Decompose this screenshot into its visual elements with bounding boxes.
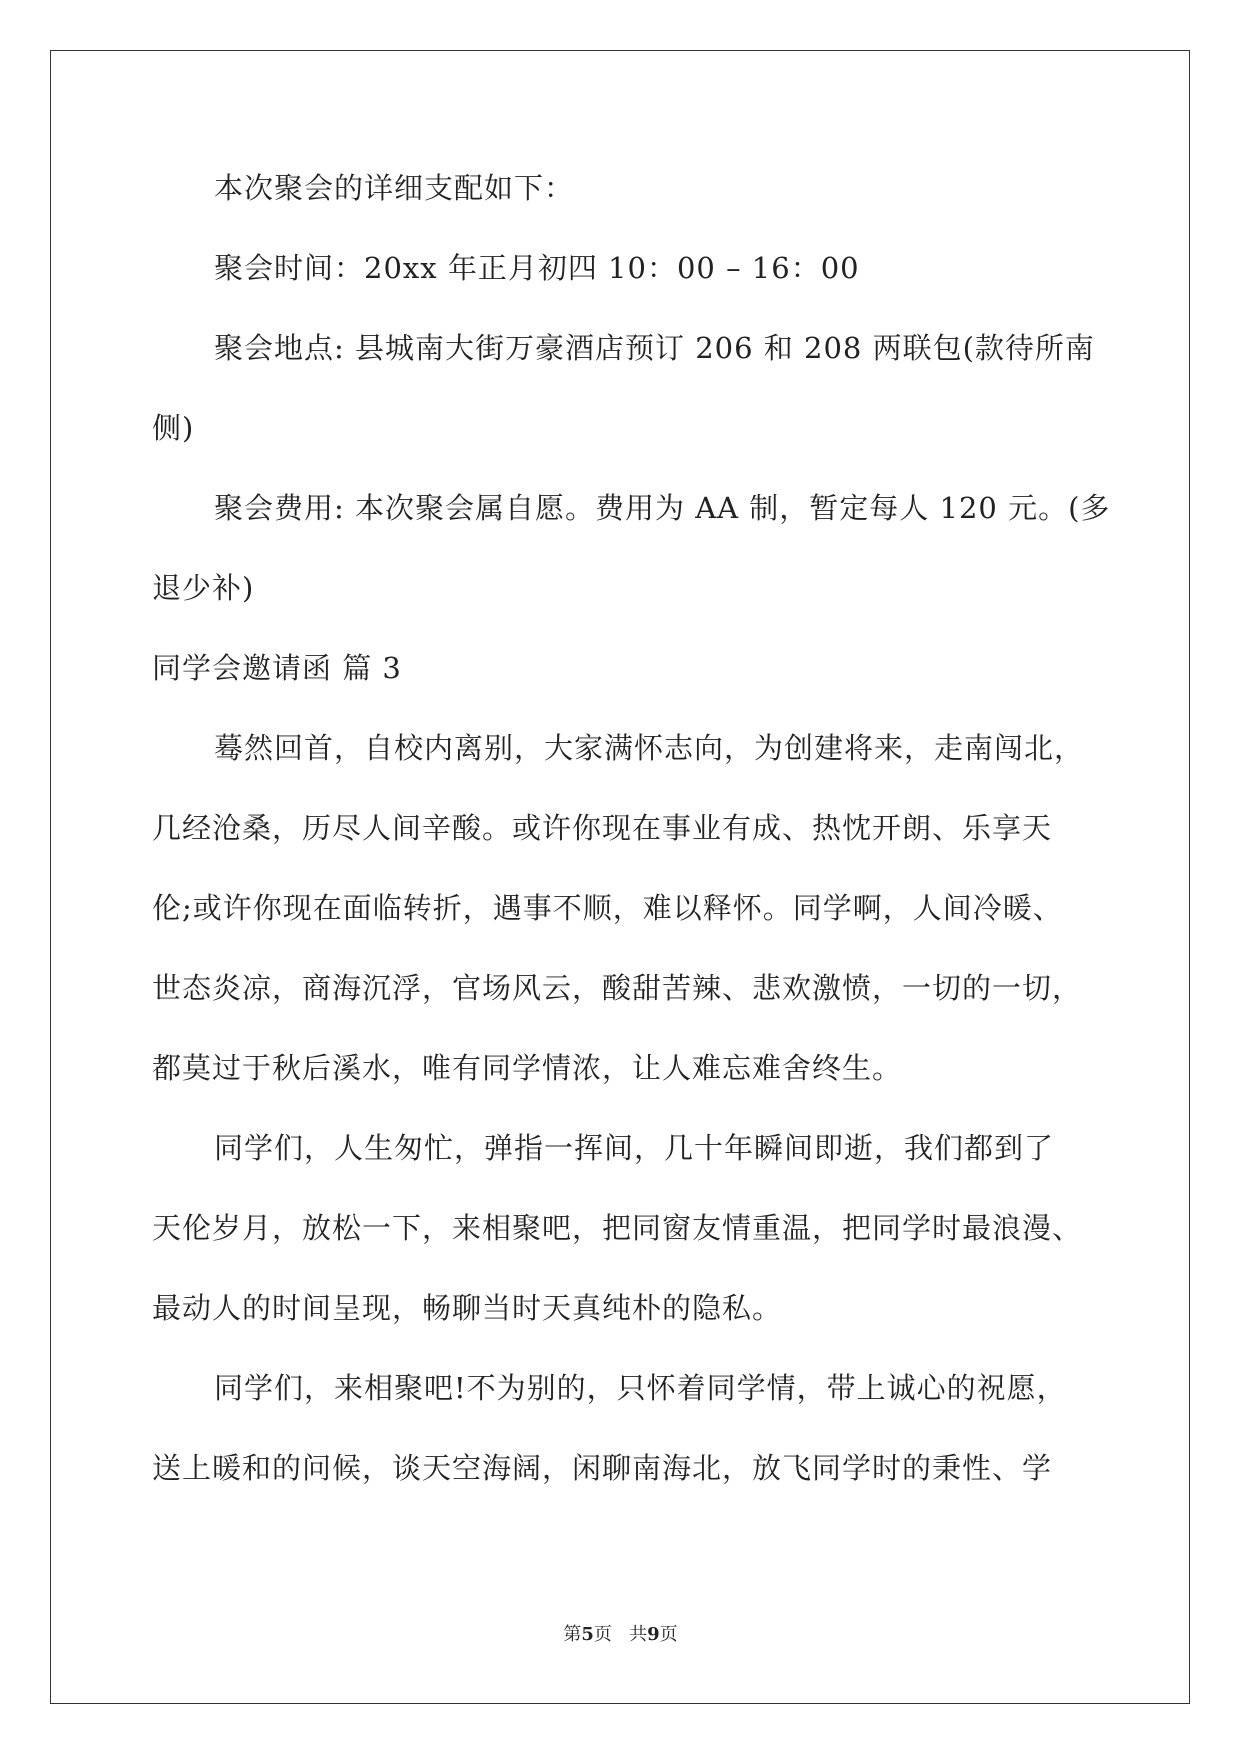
footer-total-unit: 页 — [659, 1624, 678, 1645]
page-footer — [0, 1624, 1241, 1646]
paragraph-line: 本次聚会的详细支配如下： — [214, 171, 575, 205]
paragraph-line: 几经沧桑，历尽人间辛酸。或许你现在事业有成、热忱开朗、乐享天 — [152, 811, 1053, 845]
paragraph-line: 蓦然回首，自校内离别，大家满怀志向，为创建将来，走南闯北， — [214, 731, 1085, 765]
paragraph-line: 聚会费用: 本次聚会属自愿。费用为 AA 制，暂定每人 120 元。(多 — [214, 491, 1111, 525]
footer-page-unit: 页 — [593, 1624, 612, 1645]
paragraph-line: 聚会地点: 县城南大街万豪酒店预订 206 和 208 两联包(款待所南 — [214, 331, 1095, 365]
document-body — [152, 168, 1111, 1528]
current-page-number: 5 — [581, 1624, 594, 1645]
footer-total-prefix: 共 — [629, 1624, 648, 1645]
paragraph-line: 世态炎凉，商海沉浮，官场风云，酸甜苦辣、悲欢激愤，一切的一切， — [152, 971, 1083, 1005]
paragraph-line: 伦;或许你现在面临转折，遇事不顺，难以释怀。同学啊，人间冷暖、 — [152, 891, 1063, 925]
paragraph-line: 都莫过于秋后溪水，唯有同学情浓，让人难忘难舍终生。 — [152, 1051, 903, 1085]
paragraph-line: 最动人的时间呈现，畅聊当时天真纯朴的隐私。 — [152, 1291, 783, 1325]
paragraph-line: 侧) — [152, 411, 195, 445]
paragraph-line: 退少补) — [152, 571, 255, 605]
paragraph-line: 同学们，人生匆忙，弹指一挥间，几十年瞬间即逝，我们都到了 — [214, 1131, 1055, 1165]
paragraph-line: 同学们，来相聚吧!不为别的，只怀着同学情，带上诚心的祝愿， — [214, 1371, 1067, 1405]
total-pages-number: 9 — [647, 1624, 660, 1645]
paragraph-line: 送上暖和的问候，谈天空海阔，闲聊南海北，放飞同学时的秉性、学 — [152, 1451, 1053, 1485]
paragraph-line: 聚会时间：20xx 年正月初四 10：00 – 16：00 — [214, 251, 860, 285]
paragraph-line: 天伦岁月，放松一下，来相聚吧，把同窗友情重温，把同学时最浪漫、 — [152, 1211, 1083, 1245]
section-heading: 同学会邀请函 篇 3 — [152, 651, 402, 685]
footer-prefix: 第 — [563, 1624, 582, 1645]
